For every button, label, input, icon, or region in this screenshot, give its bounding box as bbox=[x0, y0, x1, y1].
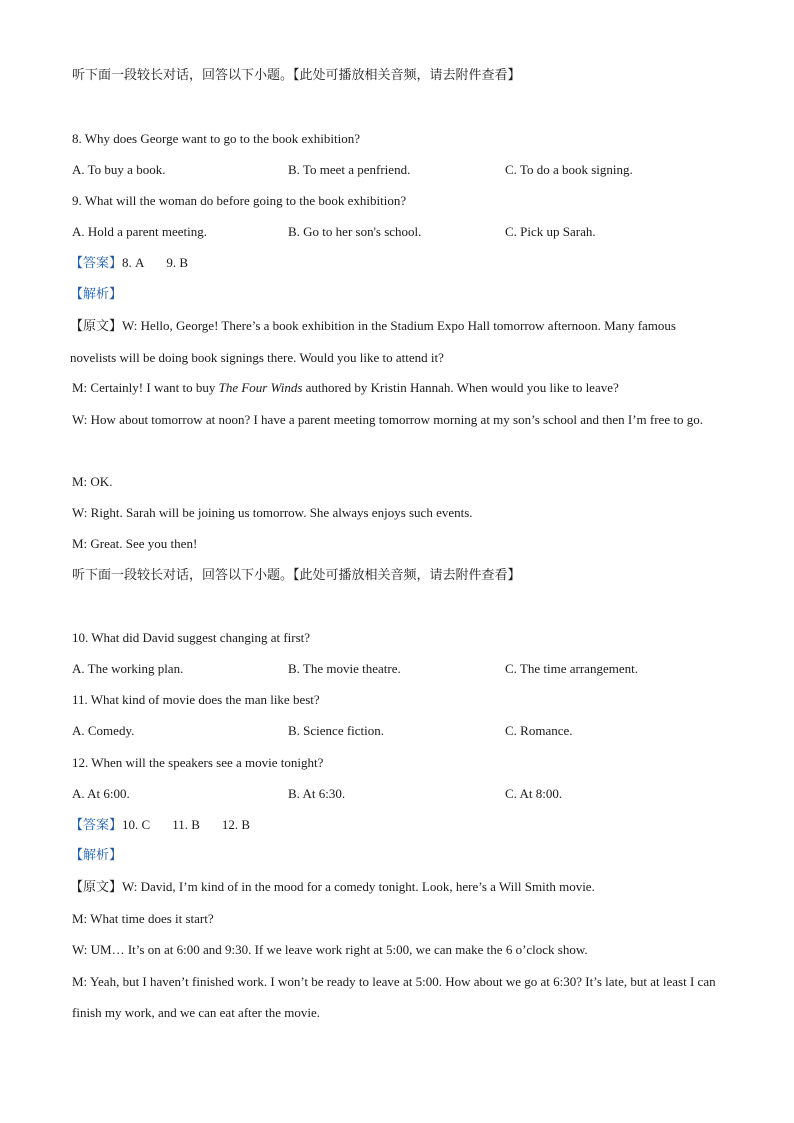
transcript-line: W: UM… It’s on at 6:00 and 9:30. If we leave work right at 5:00, we can make the 6 o’clock show. bbox=[72, 942, 588, 957]
original-label: 【原文】 bbox=[70, 880, 123, 895]
option-9a: A. Hold a parent meeting. bbox=[72, 224, 208, 239]
book-title: The Four Winds bbox=[218, 380, 303, 395]
option-8c: C. To do a book signing. bbox=[505, 162, 633, 177]
question-10: 10. What did David suggest changing at first? bbox=[72, 630, 311, 645]
answer-value: 10. C bbox=[122, 817, 151, 832]
analysis-label: 【解析】 bbox=[70, 848, 123, 863]
option-8b: B. To meet a penfriend. bbox=[288, 162, 411, 177]
transcript-line: M: OK. bbox=[72, 474, 113, 489]
answer-label: 【答案】 bbox=[70, 256, 123, 271]
option-9c: C. Pick up Sarah. bbox=[505, 224, 596, 239]
option-10a: A. The working plan. bbox=[72, 661, 184, 676]
transcript-line bbox=[72, 380, 619, 396]
transcript-text: W: Hello, George! There’s a book exhibition in the Stadium Expo Hall tomorrow afternoon. Many famous novelists will be doing book signings there. Would you like to attend it? bbox=[70, 318, 676, 365]
option-11a: A. Comedy. bbox=[72, 723, 135, 738]
answer-label: 【答案】 bbox=[70, 818, 123, 833]
answer-value: 12. B bbox=[221, 817, 251, 832]
transcript-text: M: Certainly! I want to buy bbox=[72, 380, 219, 395]
option-12a: A. At 6:00. bbox=[72, 786, 130, 801]
section-intro: 听下面一段较长对话，回答以下小题。【此处可播放相关音频，请去附件查看】 bbox=[72, 568, 521, 583]
question-11: 11. What kind of movie does the man like best? bbox=[72, 692, 320, 707]
answer-value: 8. A bbox=[122, 255, 145, 270]
option-11b: B. Science fiction. bbox=[288, 723, 385, 738]
answer-value: 11. B bbox=[172, 817, 200, 832]
option-12b: B. At 6:30. bbox=[288, 786, 346, 801]
option-10c: C. The time arrangement. bbox=[505, 661, 638, 676]
answer-line bbox=[70, 817, 250, 834]
question-9: 9. What will the woman do before going to the book exhibition? bbox=[72, 193, 407, 208]
option-12c: C. At 8:00. bbox=[505, 786, 563, 801]
transcript-line bbox=[70, 879, 595, 896]
question-12: 12. When will the speakers see a movie tonight? bbox=[72, 755, 324, 770]
transcript-line: W: Right. Sarah will be joining us tomorrow. She always enjoys such events. bbox=[72, 505, 473, 520]
original-label: 【原文】 bbox=[70, 319, 123, 334]
transcript-text: W: David, I’m kind of in the mood for a comedy tonight. Look, here’s a Will Smith movie. bbox=[122, 879, 595, 894]
question-8: 8. Why does George want to go to the book exhibition? bbox=[72, 131, 360, 146]
option-11c: C. Romance. bbox=[505, 723, 573, 738]
transcript-line: W: How about tomorrow at noon? I have a parent meeting tomorrow morning at my son’s school and then I’m free to go. bbox=[72, 412, 703, 427]
option-8a: A. To buy a book. bbox=[72, 162, 166, 177]
transcript-line: M: Yeah, but I haven’t finished work. I won’t be ready to leave at 5:00. How about we go at 6:30? It’s late, but at least I can finish my work, and we can eat after the movie. bbox=[72, 974, 716, 1020]
transcript-text: authored by Kristin Hannah. When would you like to leave? bbox=[302, 380, 619, 395]
option-10b: B. The movie theatre. bbox=[288, 661, 401, 676]
answer-line bbox=[70, 255, 188, 272]
option-9b: B. Go to her son's school. bbox=[288, 224, 422, 239]
transcript-line: M: What time does it start? bbox=[72, 911, 214, 926]
answer-value: 9. B bbox=[166, 255, 189, 270]
transcript-line bbox=[70, 310, 722, 373]
transcript-line: M: Great. See you then! bbox=[72, 536, 198, 551]
analysis-label: 【解析】 bbox=[70, 287, 123, 302]
section-intro: 听下面一段较长对话，回答以下小题。【此处可播放相关音频，请去附件查看】 bbox=[72, 68, 521, 83]
